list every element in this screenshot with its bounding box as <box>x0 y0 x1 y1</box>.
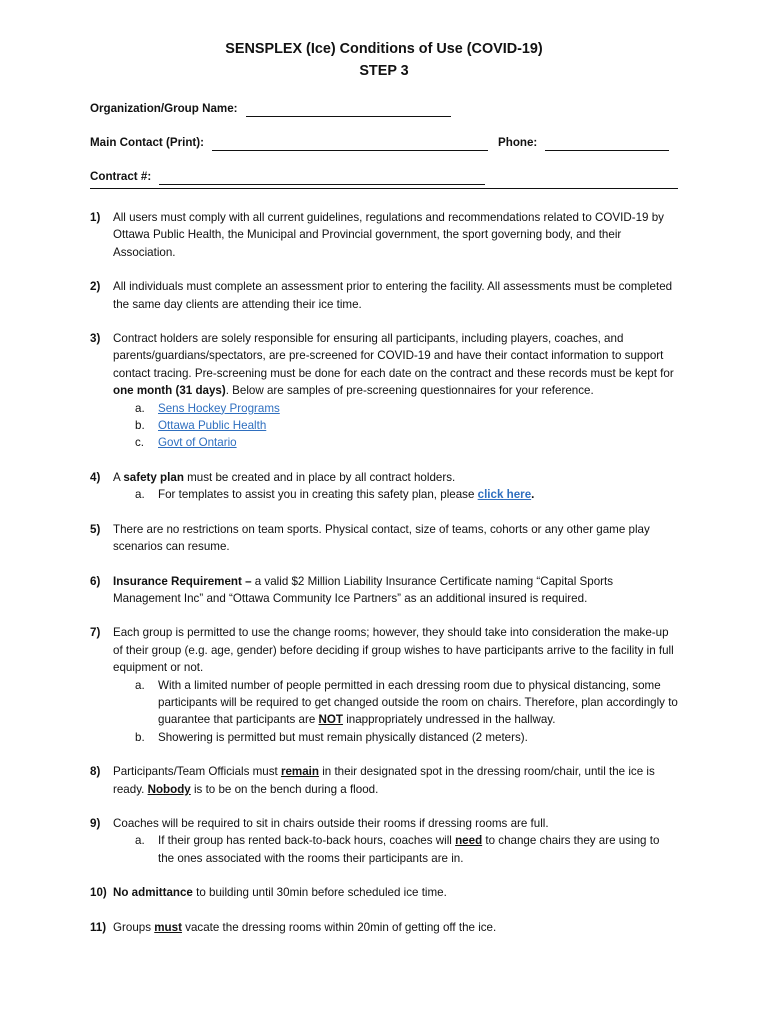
rule-text: All users must comply with all current guidelines, regulations and recommendations related to COVID-19 by Ottawa Public Health, the Municipal and Provincial government, the sport governing body, and their Association. <box>113 211 664 259</box>
rule-text: vacate the dressing rooms within 20min of getting off the ice. <box>181 920 497 934</box>
sub-list <box>113 832 678 867</box>
rule-text: Groups <box>113 920 155 934</box>
sub-letter: a. <box>135 678 145 692</box>
safety-plan-click-here-link[interactable]: click here <box>477 488 532 502</box>
rule-number: 7) <box>90 626 101 640</box>
header-form <box>90 98 678 189</box>
sens-hockey-link[interactable]: Sens Hockey Programs <box>158 401 280 415</box>
rule-number: 6) <box>90 574 101 588</box>
sub-text: For templates to assist you in creating this safety plan, please <box>158 488 478 502</box>
rule-text: . Below are samples of pre-screening questionnaires for your reference. <box>225 384 594 398</box>
rule-emphasis: remain <box>280 765 319 779</box>
sub-text: With a limited number of people permitted in each dressing room due to physical distancing, some participants will be required to get changed outside the room on chairs. Therefore, plan accordingly to guarantee that participants are <box>158 678 678 727</box>
divider-line <box>90 188 678 189</box>
contract-row <box>90 166 678 185</box>
rule-text: a valid $2 Million Liability Insurance Certificate naming “Capital Sports Management Inc” and “Ottawa Community Ice Partners” as an additional insured is required. <box>113 574 614 605</box>
sub-emphasis: NOT <box>318 713 343 727</box>
phone-field[interactable] <box>545 137 669 151</box>
rule-8 <box>90 763 678 798</box>
sub-text-end: . <box>531 488 535 502</box>
sub-letter: b. <box>135 730 145 744</box>
rule-number: 2) <box>90 280 101 294</box>
ottawa-public-health-link[interactable]: Ottawa Public Health <box>158 419 267 433</box>
rule-number: 5) <box>90 522 101 536</box>
sub-item <box>135 486 678 503</box>
rule-3 <box>90 330 678 452</box>
org-name-field[interactable] <box>246 103 451 117</box>
rule-body <box>113 763 678 798</box>
org-name-row <box>90 98 678 117</box>
sub-emphasis: need <box>455 834 483 848</box>
rule-text: to building until 30min before scheduled ice time. <box>192 886 447 900</box>
sub-text: inappropriately undressed in the hallway. <box>342 713 556 727</box>
rule-text: is to be on the bench during a flood. <box>190 782 379 796</box>
rule-number: 3) <box>90 332 101 346</box>
rule-text: Contract holders are solely responsible for ensuring all participants, including players, coaches, and parents/guardians/spectators, are pre-screened for COVID-19 and have their contact information to support contact tracing. Pre-screening must be done for each date on the contract and these records must be kept for <box>113 332 674 380</box>
questionnaire-links <box>113 400 678 452</box>
rule-emphasis: must <box>154 920 182 934</box>
rule-9 <box>90 815 678 867</box>
rule-body <box>113 469 678 504</box>
main-contact-label: Main Contact (Print): <box>90 135 204 149</box>
link-item <box>135 400 678 417</box>
rule-7 <box>90 624 678 746</box>
main-contact-field[interactable] <box>212 137 488 151</box>
sub-text: Showering is permitted but must remain physically distanced (2 meters). <box>158 730 528 744</box>
sub-letter: a. <box>135 488 145 502</box>
rule-emphasis: safety plan <box>123 470 184 484</box>
rule-body <box>113 573 678 608</box>
rule-number: 10) <box>90 886 107 900</box>
sub-list <box>113 486 678 503</box>
rule-text: Participants/Team Officials must <box>113 765 281 779</box>
rule-body <box>113 919 678 936</box>
rule-text: Each group is permitted to use the change rooms; however, they should take into consideration the make-up of their group (e.g. age, gender) before deciding if group wishes to have participants arrive to the facility in full equipment or not. <box>113 626 674 675</box>
rule-number: 1) <box>90 211 101 224</box>
rule-number: 4) <box>90 470 101 484</box>
rule-1 <box>90 209 678 261</box>
rule-emphasis: Nobody <box>147 782 191 796</box>
rule-number: 9) <box>90 816 101 830</box>
contract-field[interactable] <box>159 171 485 185</box>
rule-text: in their designated spot in the dressing room/chair, until the ice is ready. <box>113 765 655 796</box>
link-item <box>135 434 678 451</box>
rule-number: 8) <box>90 765 101 779</box>
rules-list <box>90 209 678 936</box>
rule-5 <box>90 521 678 556</box>
sub-text: If their group has rented back-to-back hours, coaches will <box>158 834 456 848</box>
rule-text: There are no restrictions on team sports. Physical contact, size of teams, cohorts or any other game play scenarios can resume. <box>113 522 650 554</box>
rule-text: A <box>113 470 124 484</box>
sub-letter: b. <box>135 419 145 433</box>
rule-body <box>113 624 678 746</box>
rule-text: All individuals must complete an assessment prior to entering the facility. All assessments must be completed the same day clients are attending their ice time. <box>113 280 673 311</box>
contract-label: Contract #: <box>90 169 152 183</box>
title-line-2: STEP 3 <box>359 63 409 79</box>
sub-letter: c. <box>135 436 145 450</box>
phone-label: Phone: <box>498 135 538 149</box>
rule-body <box>113 884 678 901</box>
rule-body <box>113 330 678 452</box>
govt-ontario-link[interactable]: Govt of Ontario <box>158 436 237 450</box>
title-line-1: SENSPLEX (Ice) Conditions of Use (COVID-19) <box>225 41 543 57</box>
document-title <box>90 38 678 82</box>
rule-body <box>113 815 678 867</box>
rule-text: Coaches will be required to sit in chairs outside their rooms if dressing rooms are full. <box>113 816 549 830</box>
rule-2 <box>90 278 678 313</box>
rule-emphasis: No admittance <box>113 886 193 900</box>
sub-letter: a. <box>135 834 145 848</box>
link-item <box>135 417 678 434</box>
rule-10 <box>90 884 678 901</box>
sub-item <box>135 677 678 729</box>
sub-item <box>135 729 678 746</box>
sub-letter: a. <box>135 401 145 415</box>
main-contact-row <box>90 132 678 151</box>
rule-text: must be created and in place by all contract holders. <box>183 470 456 484</box>
rule-emphasis: one month (31 days) <box>113 384 226 398</box>
sub-item <box>135 832 678 867</box>
org-name-label: Organization/Group Name: <box>90 101 238 115</box>
rule-4 <box>90 469 678 504</box>
rule-number: 11) <box>90 920 107 934</box>
rule-11 <box>90 919 678 936</box>
rule-emphasis: Insurance Requirement – <box>113 574 252 588</box>
rule-6 <box>90 573 678 608</box>
sub-list <box>113 677 678 747</box>
sub-text: to change chairs they are using to the ones associated with the rooms their participants are in. <box>158 834 660 865</box>
